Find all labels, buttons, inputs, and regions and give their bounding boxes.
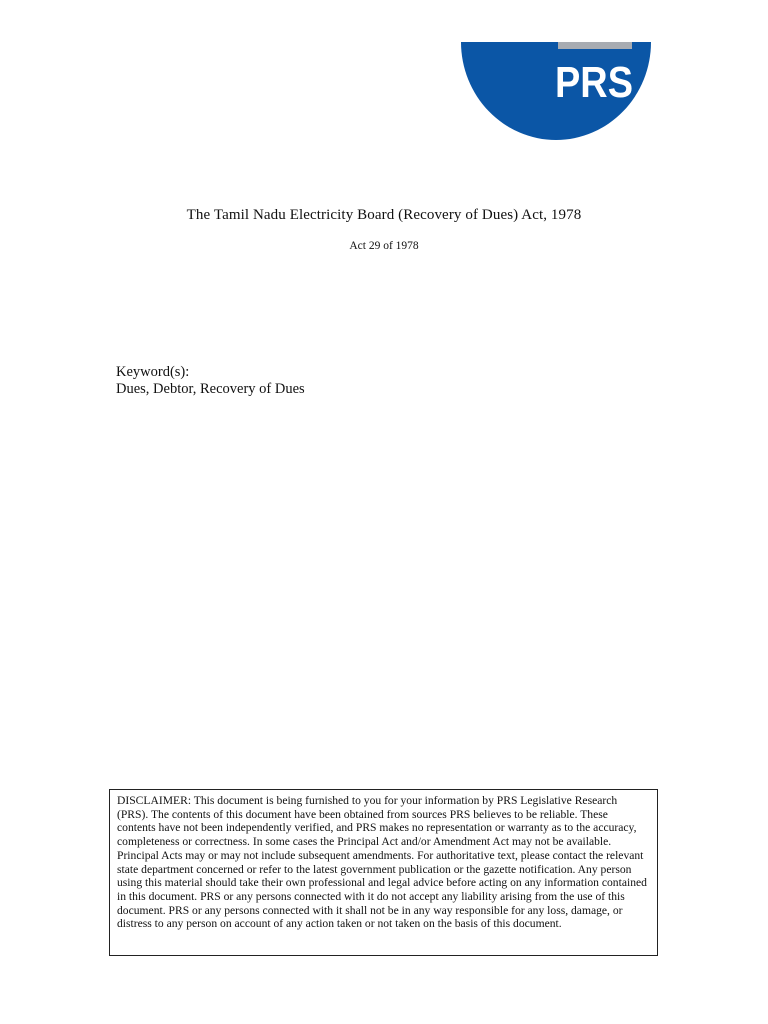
logo-grey-bar <box>558 42 632 49</box>
keywords-label: Keyword(s): <box>116 364 190 380</box>
act-title: The Tamil Nadu Electricity Board (Recovery of Dues) Act, 1978 <box>186 207 582 223</box>
keywords-section <box>116 364 305 398</box>
prs-logo <box>461 0 651 140</box>
logo-text: PRS <box>555 58 633 107</box>
disclaimer-text: DISCLAIMER: This document is being furnished to you for your information by PRS Legislative Research (PRS). The contents of this document have been obtained from sources PRS believes to be reliable. These contents have not been independently verified, and PRS makes no representation or warranty as to the accuracy, completeness or correctness. In some cases the Principal Act and/or Amendment Act may not be available. Principal Acts may or may not include subsequent amendments. For authoritative text, please contact the relevant state department concerned or refer to the latest government publication or the gazette notification. Any person using this material should take their own professional and legal advice before acting on any information contained in this document. PRS or any persons connected with it do not accept any liability arising from the use of this document. PRS or any persons connected with it shall not be in any way responsible for any loss, damage, or distress to any person on account of any action taken or not taken on the basis of this document. <box>117 794 647 931</box>
act-number: Act 29 of 1978 <box>349 240 419 252</box>
disclaimer-box <box>109 789 658 956</box>
keywords-list: Dues, Debtor, Recovery of Dues <box>116 381 305 397</box>
prs-logo-graphic <box>461 0 651 140</box>
